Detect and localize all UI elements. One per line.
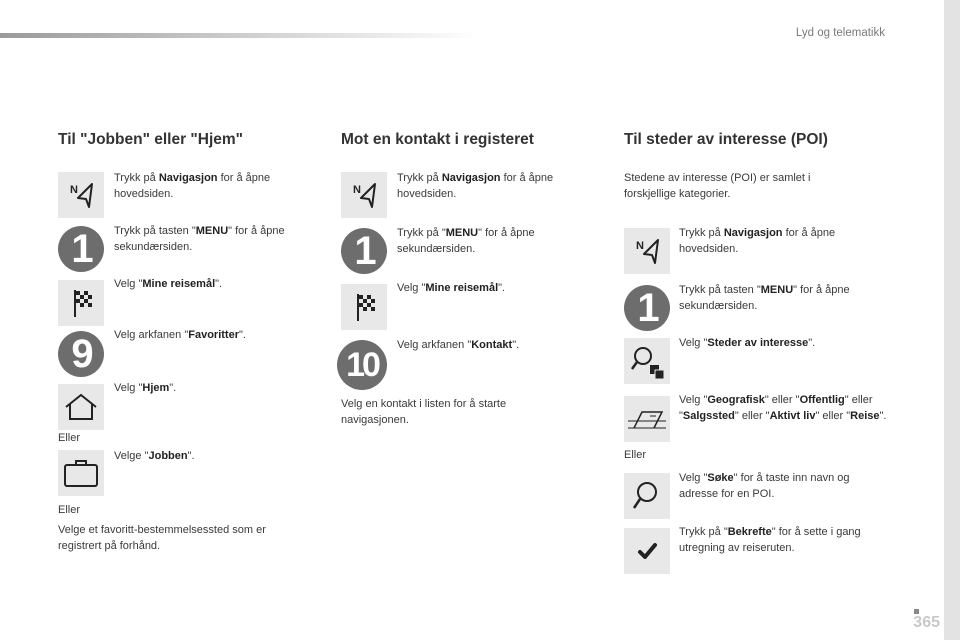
navigation-icon — [624, 228, 670, 274]
step-badge: 1 — [624, 285, 670, 331]
col2-step-navigation: Trykk på Navigasjon for å åpne hovedsiden. — [397, 172, 554, 200]
checkered-flag-icon — [58, 280, 104, 326]
navigation-icon — [341, 172, 387, 218]
checkmark-icon — [624, 528, 670, 574]
col1-step-destinations: Velg "Mine reisemål". — [114, 278, 223, 290]
svg-text:N: N — [636, 240, 644, 252]
col1-title: Til "Jobben" eller "Hjem" — [58, 131, 244, 148]
step-badge: 1 — [58, 226, 104, 272]
step-badge: 9 — [58, 331, 104, 377]
col2-step-destinations: Velg "Mine reisemål". — [397, 282, 506, 294]
col1-final-note: Velge et favoritt-bestemmelsessted som er registrert på forhånd. — [58, 524, 266, 552]
col1-step-menu: Trykk på tasten "MENU" for å åpne sekundærsiden. — [114, 225, 285, 253]
col2-step-contact: Velg arkfanen "Kontakt". — [397, 339, 520, 351]
home-icon — [58, 384, 104, 430]
col3-step-confirm: Trykk på "Bekrefte" for å sette i gang utregning av reiseruten. — [679, 526, 861, 554]
col2-final-note: Velg en kontakt i listen for å starte navigasjonen. — [341, 398, 507, 426]
header-gradient-bar — [0, 33, 480, 38]
col3-title: Til steder av interesse (POI) — [624, 131, 828, 148]
section-title: Lyd og telematikk — [795, 27, 885, 39]
col2-step-menu: Trykk på "MENU" for å åpne sekundærsiden. — [397, 227, 535, 255]
col3-step-search: Velg "Søke" for å taste inn navn og adresse for en POI. — [679, 472, 850, 500]
svg-text:N: N — [70, 184, 78, 196]
page-edge-bar — [944, 0, 960, 640]
svg-text:N: N — [353, 184, 361, 196]
step-badge: 1 — [341, 228, 387, 274]
category-icon — [624, 396, 670, 442]
col1-step-work: Velge "Jobben". — [114, 450, 195, 462]
col1-step-favorites: Velg arkfanen "Favoritter". — [114, 329, 246, 341]
step-badge: 10 — [337, 340, 387, 390]
col3-step-poi: Velg "Steder av interesse". — [679, 337, 816, 349]
col3-step-categories: Velg "Geografisk" eller "Offentlig" eller "Salgssted" eller "Aktivt liv" eller "Reise". — [679, 394, 887, 422]
col3-intro: Stedene av interesse (POI) er samlet i forskjellige kategorier. — [624, 172, 811, 200]
briefcase-icon — [58, 450, 104, 496]
or-label: Eller — [58, 432, 81, 444]
checkered-flag-icon — [341, 284, 387, 330]
col3-step-menu: Trykk på tasten "MENU" for å åpne sekundærsiden. — [679, 284, 850, 312]
or-label: Eller — [58, 504, 81, 516]
navigation-icon — [58, 172, 104, 218]
col2-title: Mot en kontakt i registeret — [341, 131, 534, 148]
col3-step-navigation: Trykk på Navigasjon for å åpne hovedsiden. — [679, 227, 836, 255]
col1-step-home: Velg "Hjem". — [114, 382, 177, 394]
poi-search-icon — [624, 338, 670, 384]
search-icon — [624, 473, 670, 519]
or-label: Eller — [624, 449, 647, 461]
page-number: 365 — [913, 614, 940, 631]
col1-step-navigation: Trykk på Navigasjon for å åpne hovedsiden. — [114, 172, 271, 200]
